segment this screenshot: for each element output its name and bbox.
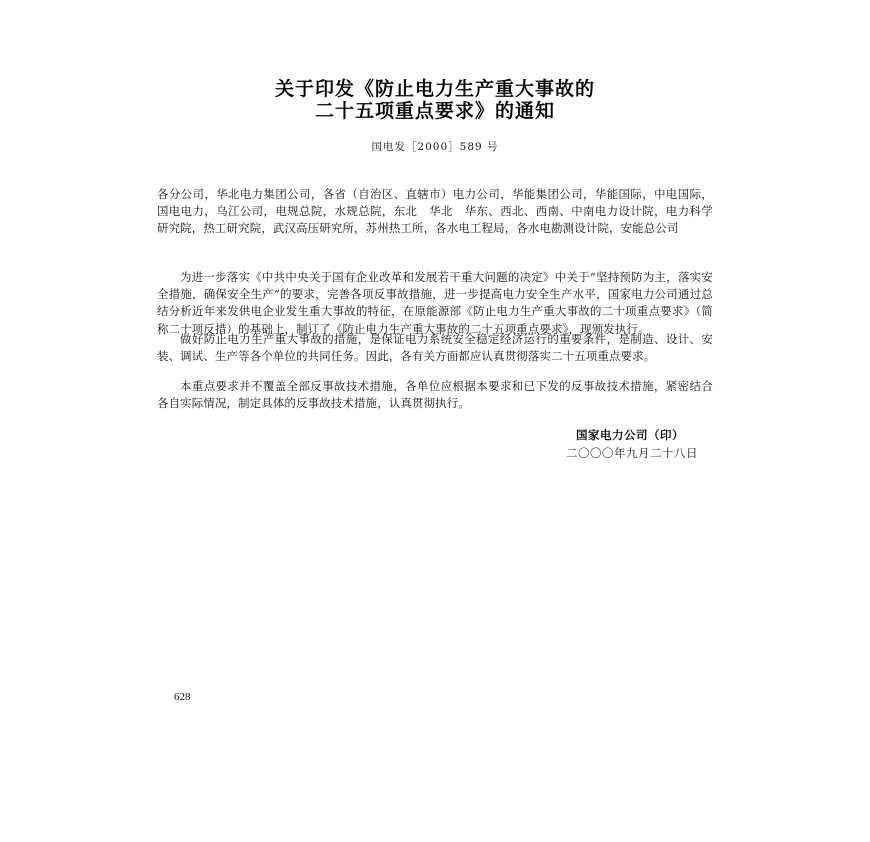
page-number: 628: [174, 691, 191, 703]
body-paragraph-3: 本重点要求并不覆盖全部反事故技术措施，各单位应根据本要求和已下发的反事故技术措施，紧密结合各自实际情况，制定具体的反事故技术措施，认真贯彻执行。: [157, 379, 713, 411]
document-number: 国电发［2000］589 号: [371, 141, 499, 153]
document-title-line-1: 关于印发《防止电力生产重大事故的: [274, 78, 595, 100]
body-paragraph-2: 做好防止电力生产重大事故的措施，是保证电力系统安全稳定经济运行的重要条件，是制造、设计、安装、调试、生产等各个单位的共同任务。因此，各有关方面都应认真贯彻落实二十五项重点要求。: [157, 332, 713, 364]
signature-date: 二〇〇〇年九月二十八日: [566, 446, 698, 460]
document-title-line-2: 二十五项重点要求》的通知: [314, 100, 555, 122]
body-paragraph-1: 为进一步落实《中共中央关于国有企业改革和发展若干重大问题的决定》中关于“坚持预防为主，落实安全措施，确保安全生产”的要求，完善各项反事故措施，进一步提高电力安全生产水平，国家电力公司通过总结分析近年来发供电企业发生重大事故的特征，在原能源部《防止电力生产重大事故的二十项重点要求》（简称二十项反措）的基础上，制订了《防止电力生产重大事故的二十五项重点要求》，现颁发执行。: [157, 270, 713, 336]
signature-organization: 国家电力公司（印）: [576, 428, 684, 442]
addressee-paragraph: 各分公司，华北电力集团公司，各省（自治区、直辖市）电力公司，华能集团公司，华能国际，中电国际，国电电力，乌江公司，电规总院，水规总院，东北 华北 华东、西北、西南、中南电力设计院，电力科学研究院，热工研究院，武汉高压研究所，苏州热工所，各水电工程局，各水电勘测设计院，安能总公司: [157, 187, 713, 236]
